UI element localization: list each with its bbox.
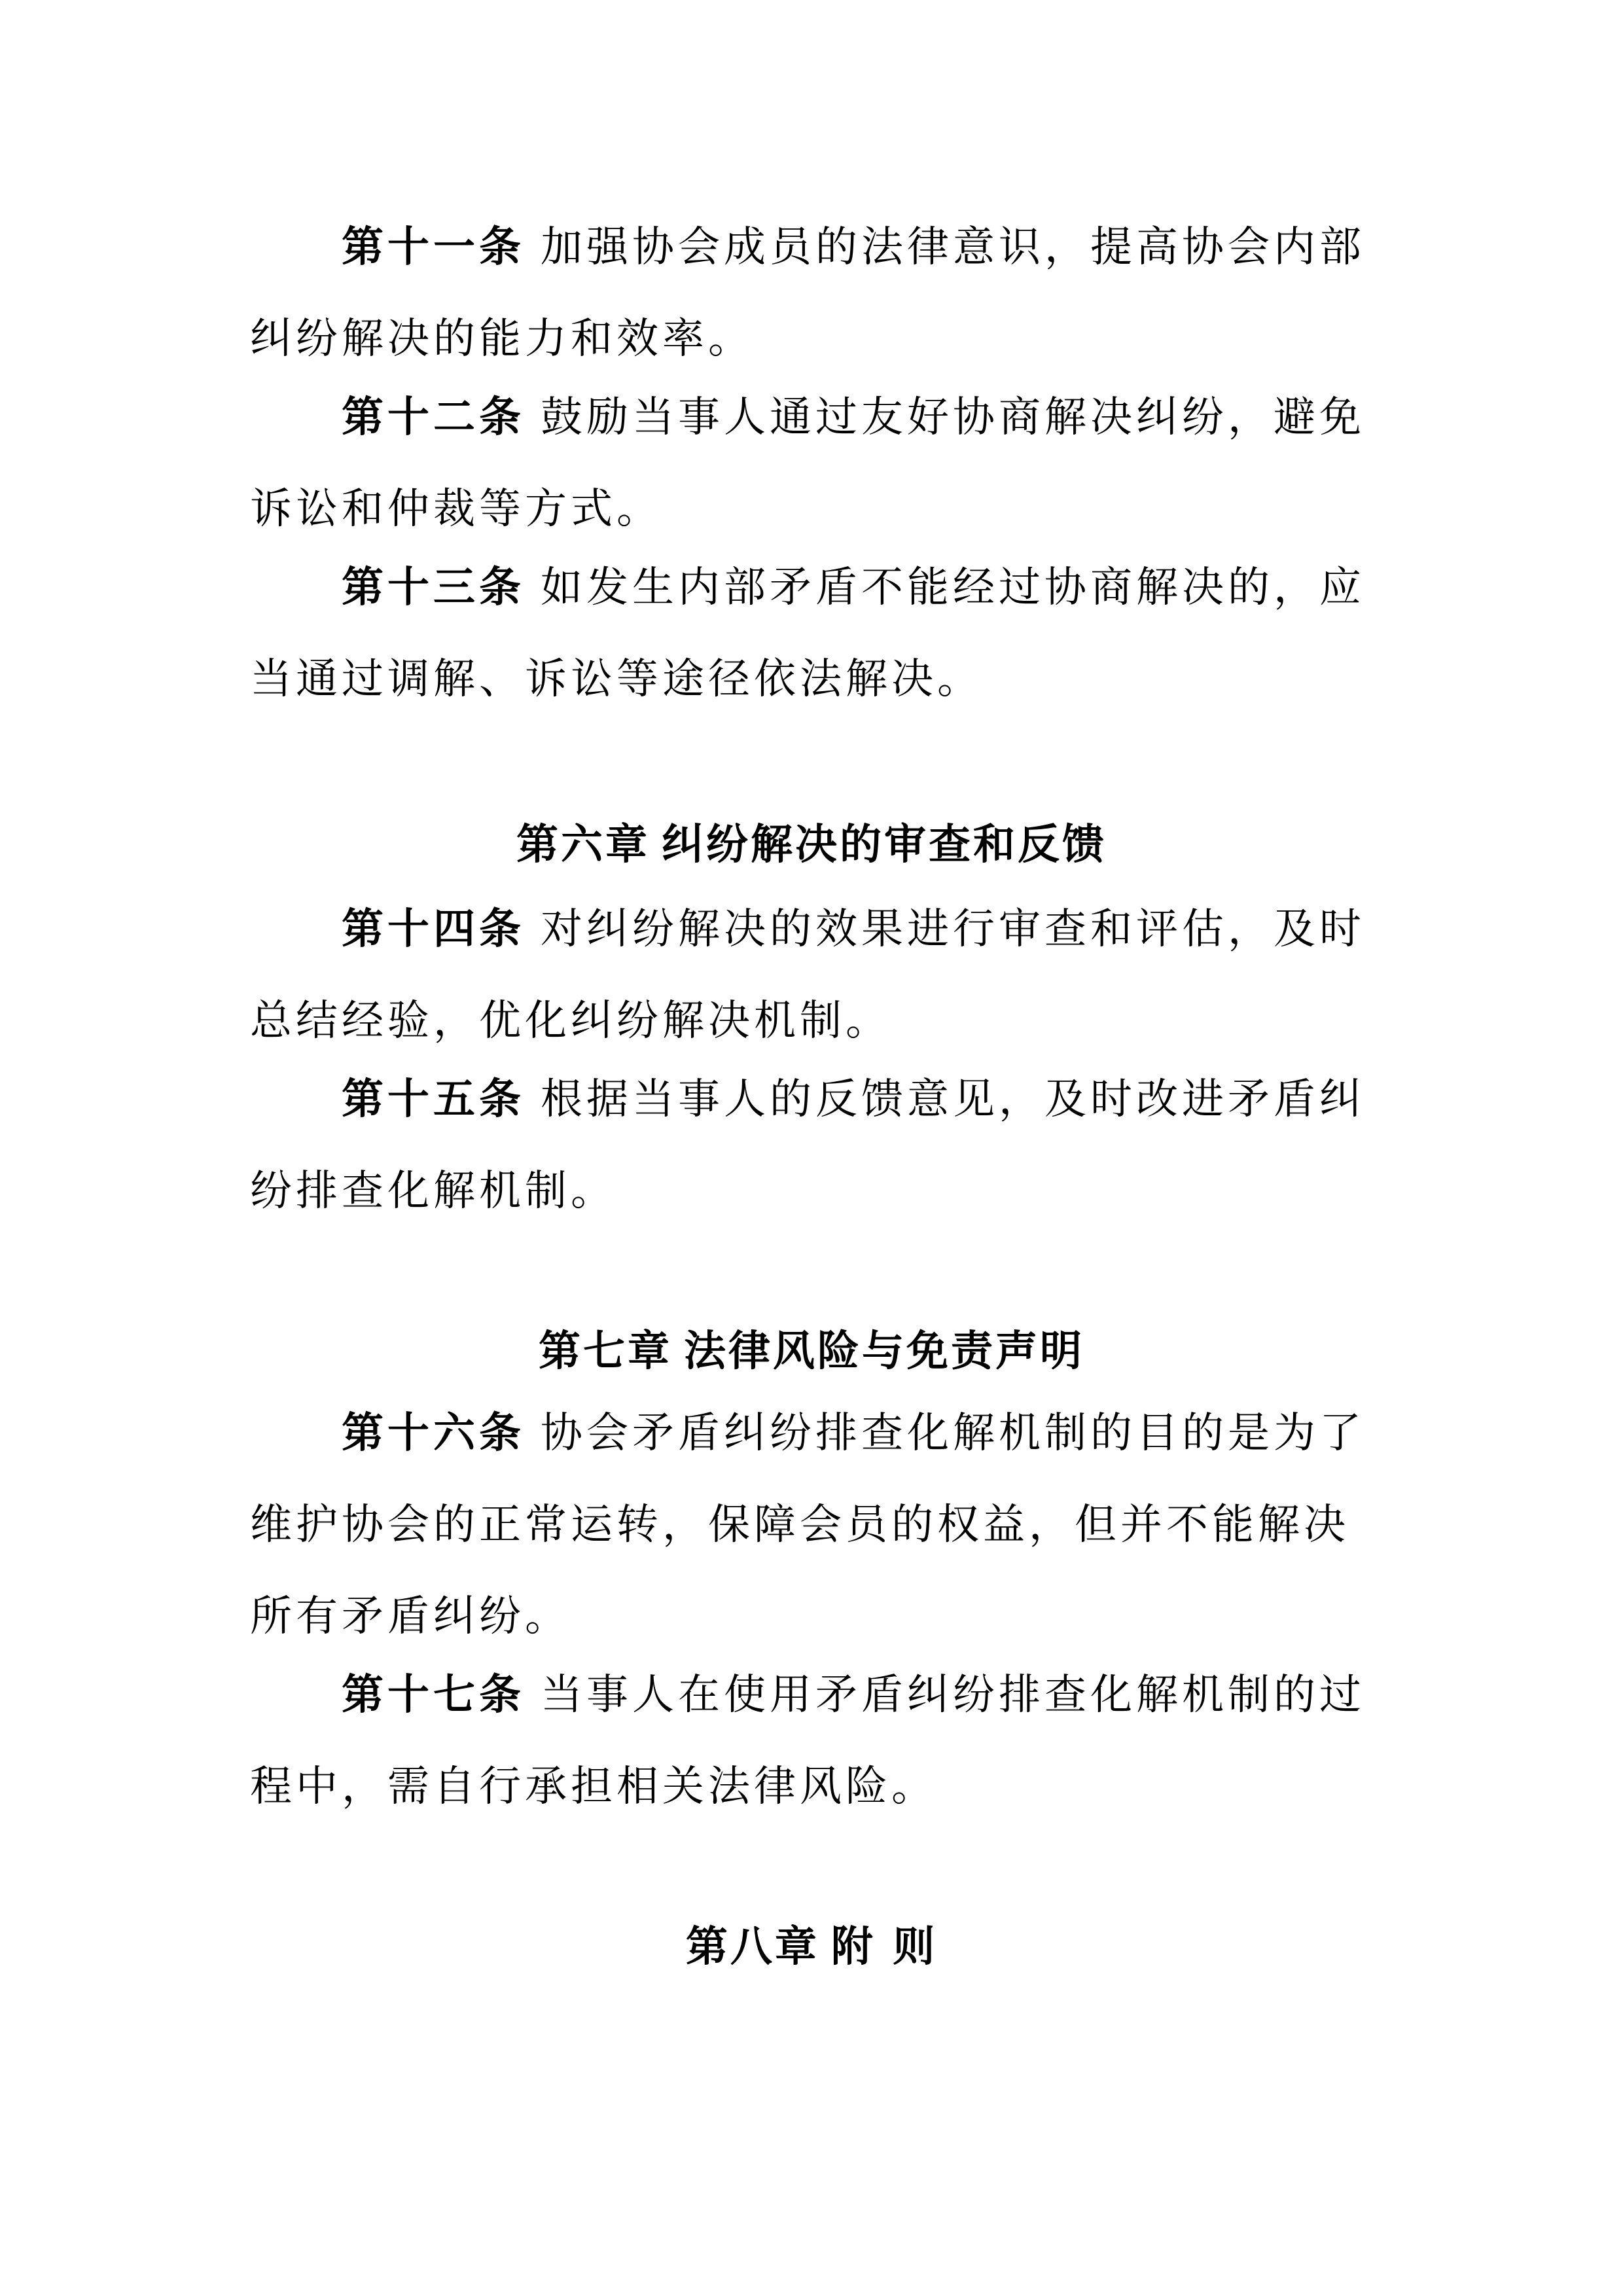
- article-17: [250, 1649, 1389, 1833]
- article-text: 协会矛盾纠纷排查化解机制的目的是为了维护协会的正常运转，保障会员的权益，但并不能解决所有矛盾纠纷。: [250, 1409, 1365, 1641]
- article-label: 第十六条: [342, 1408, 525, 1458]
- chapter-heading-6: [0, 816, 1623, 874]
- article-text: 鼓励当事人通过友好协商解决纠纷，避免诉讼和仲裁等方式。: [250, 393, 1365, 533]
- article-label: 第十一条: [342, 223, 525, 272]
- article-label: 第十四条: [342, 905, 525, 954]
- article-12: [250, 372, 1389, 555]
- article-16: [250, 1388, 1389, 1662]
- chapter-heading-7: [0, 1322, 1623, 1381]
- article-text: 加强协会成员的法律意识，提高协会内部纠纷解决的能力和效率。: [250, 223, 1365, 363]
- article-text: 根据当事人的反馈意见，及时改进矛盾纠纷排查化解机制。: [250, 1075, 1365, 1215]
- chapter-heading-8: [0, 1918, 1623, 1977]
- chapter-title: 纠纷解决的审查和反馈: [662, 820, 1107, 869]
- article-14: [250, 884, 1389, 1067]
- chapter-number: 第六章: [516, 820, 650, 869]
- article-15: [250, 1054, 1389, 1237]
- chapter-number: 第八章: [685, 1922, 819, 1971]
- article-13: [250, 542, 1389, 725]
- chapter-number: 第七章: [539, 1327, 672, 1376]
- article-11: [250, 202, 1389, 385]
- chapter-title: 附 则: [830, 1922, 938, 1971]
- article-text: 对纠纷解决的效果进行审查和评估，及时总结经验，优化纠纷解决机制。: [250, 905, 1365, 1045]
- article-label: 第十七条: [342, 1670, 525, 1719]
- article-label: 第十三条: [342, 563, 525, 612]
- article-text: 当事人在使用矛盾纠纷排查化解机制的过程中，需自行承担相关法律风险。: [250, 1671, 1365, 1811]
- article-text: 如发生内部矛盾不能经过协商解决的，应当通过调解、诉讼等途径依法解决。: [250, 564, 1365, 704]
- article-label: 第十五条: [342, 1075, 525, 1124]
- article-label: 第十二条: [342, 393, 525, 442]
- chapter-title: 法律风险与免责声明: [684, 1327, 1084, 1376]
